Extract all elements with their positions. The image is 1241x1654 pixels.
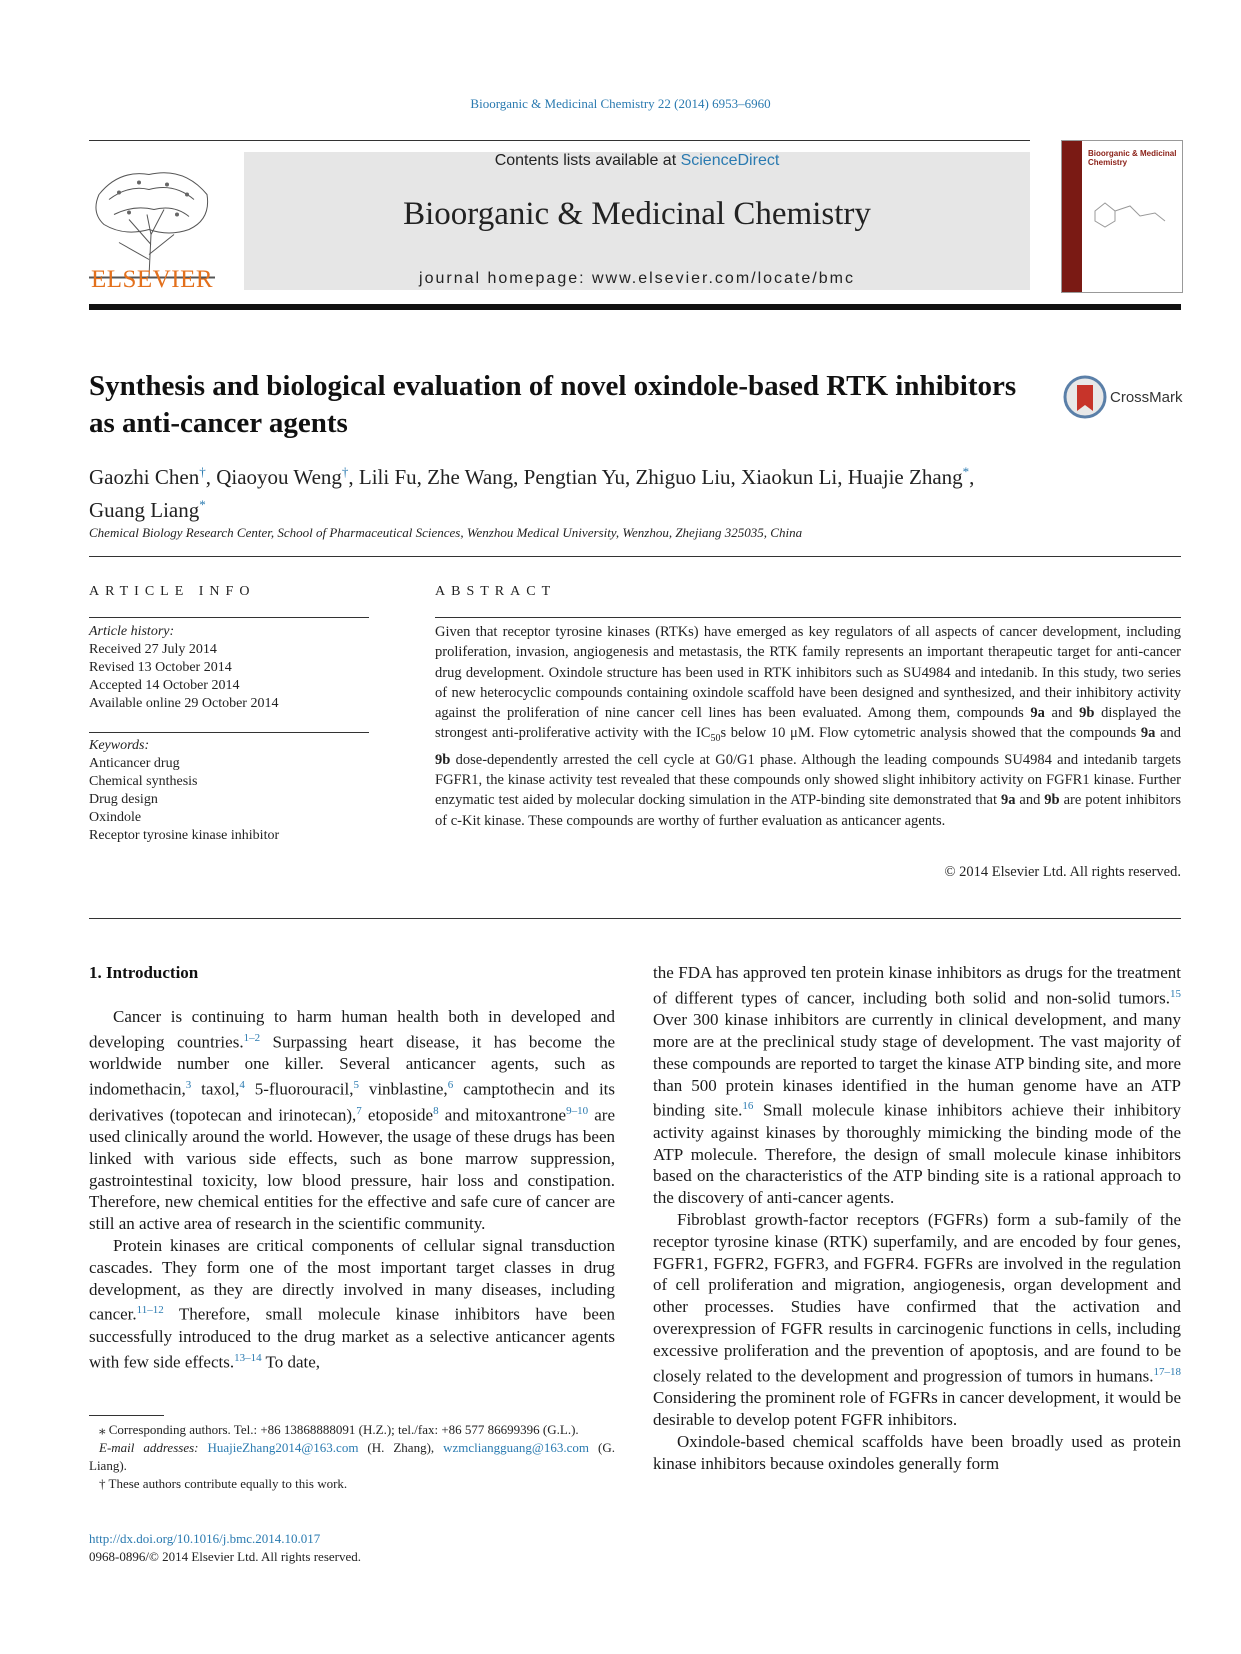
citation[interactable]: 9–10	[566, 1104, 589, 1117]
paragraph: Protein kinases are critical components of cellular signal transduction cascades. They form one of the most important target classes in drug development, as they are directly involved in many diseases, including cancer.$^{11-12}$ Therefore, small molecule kinase inhibitors have been successfully introduced to the drug market as a selective anticancer agents with few side effects.$^{13-14}$ To date,	[89, 1235, 615, 1372]
email-label: E-mail addresses:	[99, 1440, 199, 1455]
citation[interactable]: 17–18	[1153, 1365, 1181, 1378]
compound-ref: 9a	[1030, 705, 1045, 722]
author-mark[interactable]: †	[199, 464, 206, 479]
sciencedirect-link[interactable]: ScienceDirect	[680, 152, 780, 169]
citation[interactable]: 11–12	[136, 1304, 164, 1317]
divider	[89, 617, 369, 618]
keyword: Drug design	[89, 792, 158, 807]
contents-prefix: Contents lists available at	[494, 152, 681, 169]
body-column-left	[89, 1006, 615, 1373]
author-mark[interactable]: †	[341, 464, 349, 479]
article-info-heading: ARTICLE INFO	[89, 584, 256, 599]
issn-line: 0968-0896/© 2014 Elsevier Ltd. All rights reserved.	[89, 1549, 361, 1564]
compound-ref: 9b	[435, 751, 451, 768]
elsevier-wordmark: ELSEVIER	[90, 266, 214, 293]
divider	[89, 732, 369, 733]
email-link[interactable]: HuajieZhang2014@163.com	[207, 1440, 359, 1455]
abstract-text: and	[1155, 725, 1182, 742]
cover-title: Bioorganic & Medicinal Chemistry	[1088, 149, 1177, 167]
history-online: Available online 29 October 2014	[89, 696, 279, 711]
affiliation: Chemical Biology Research Center, School of Pharmaceutical Sciences, Wenzhou Medical University, Wenzhou, Zhejiang 325035, China	[89, 525, 803, 540]
abstract-text: and	[1044, 705, 1080, 722]
corresponding-authors-note: ⁎ Corresponding authors. Tel.: +86 13868888091 (H.Z.); tel./fax: +86 577 86699396 (G.L.).	[99, 1422, 579, 1437]
article-history	[89, 623, 369, 713]
divider	[89, 918, 1181, 919]
publication-info	[89, 1530, 615, 1566]
email-link[interactable]: wzmcliangguang@163.com	[443, 1440, 590, 1455]
crossmark-icon[interactable]	[1063, 375, 1107, 419]
history-revised: Revised 13 October 2014	[89, 660, 232, 675]
crossmark-label[interactable]: CrossMark	[1110, 389, 1183, 406]
author-name[interactable]: Pengtian Yu	[523, 465, 625, 489]
citation[interactable]: 6	[447, 1079, 454, 1092]
paragraph: Oxindole-based chemical scaffolds have been broadly used as protein kinase inhibitors because oxindoles generally form	[653, 1431, 1181, 1473]
cover-spine	[1062, 141, 1082, 292]
journal-homepage[interactable]: journal homepage: www.elsevier.com/locate/bmc	[419, 270, 855, 287]
citation[interactable]: 15	[1170, 987, 1181, 1000]
abstract-body	[435, 622, 1181, 831]
history-label: Article history:	[89, 624, 175, 639]
body-column-right	[653, 962, 1181, 1474]
author-name[interactable]: Zhe Wang	[427, 465, 514, 489]
compound-ref: 9a	[1140, 725, 1156, 742]
author-name[interactable]: Lili Fu	[358, 465, 417, 489]
author-list: Gaozhi Chen†, Qiaoyou Weng†, Lili Fu, Zhe Wang, Pengtian Yu, Zhiguo Liu, Xiaokun Li, Huajie Zhang*, Guang Liang*	[89, 464, 975, 522]
abstract-copyright: © 2014 Elsevier Ltd. All rights reserved.	[944, 864, 1181, 880]
keyword: Anticancer drug	[89, 756, 180, 771]
author-name[interactable]: Gaozhi Chen	[89, 465, 200, 489]
author-mark[interactable]: *	[199, 497, 206, 512]
author-mark[interactable]: *	[962, 464, 970, 479]
compound-ref: 9b	[1044, 792, 1060, 809]
email-owner: (G. Liang).	[89, 1440, 615, 1473]
abstract-text: s below 10 μM. Flow cytometric analysis showed that the compounds	[720, 725, 1141, 742]
header-rule	[89, 140, 1030, 141]
author-name[interactable]: Qiaoyou Weng	[216, 465, 342, 489]
header-thick-rule	[89, 304, 1181, 310]
divider	[435, 617, 1181, 618]
journal-title: Bioorganic & Medicinal Chemistry	[403, 196, 871, 232]
keyword: Chemical synthesis	[89, 774, 198, 789]
keywords-label: Keywords:	[89, 738, 150, 753]
history-accepted: Accepted 14 October 2014	[89, 678, 240, 693]
author-name[interactable]: Guang Liang	[89, 498, 200, 522]
citation[interactable]: 4	[239, 1079, 245, 1092]
author-name[interactable]: Xiaokun Li	[741, 465, 838, 489]
keywords	[89, 737, 369, 845]
contents-line	[244, 152, 1030, 170]
citation[interactable]: 13–14	[234, 1351, 262, 1364]
paragraph: Fibroblast growth-factor receptors (FGFRs) form a sub-family of the receptor tyrosine kinase (RTK) superfamily, and are encoded by four genes, FGFR1, FGFR2, FGFR3, and FGFR4. FGFRs are involved in the regulation of cell proliferation and migration, angiogenesis, organ development and other processes. Studies have confirmed that the activation and overexpression of FGFR results in carcinogenic functions in cells, including excessive proliferation and the prevention of apoptosis, and are found to be closely related to the development and progression of tumors in humans.$^{17-18}$ Considering the prominent role of FGFRs in cancer development, it would be desirable to develop potent FGFR inhibitors.	[653, 1210, 1181, 1429]
paragraph: Cancer is continuing to harm human health both in developed and developing countries.$^{1-2}$ Surpassing heart disease, it has become the worldwide number one killer. Several anticancer agents, such as indomethacin,$^3$ taxol,$^4$ 5-fluorouracil,$^5$ vinblastine,$^6$ camptothecin and its derivatives (topotecan and irinotecan),$^7$ etoposide$^8$ and mitoxantrone$^{9-10}$ are used clinically around the world. However, the usage of these drugs has been linked with various side effects, such as bone marrow suppression, gastrointestinal toxicity, low blood pressure, hair loss and constipation. Therefore, new chemical entities for the effective and safe cure of cancer are still an active area of research in the scientific community.	[89, 1007, 616, 1234]
citation[interactable]: 8	[433, 1104, 439, 1117]
section-heading-introduction: 1. Introduction	[89, 963, 199, 982]
email-owner: (H. Zhang),	[358, 1440, 444, 1455]
footnotes	[89, 1421, 615, 1493]
abstract-heading: ABSTRACT	[435, 584, 557, 599]
compound-ref: 9a	[1000, 792, 1016, 809]
equal-contribution-note: † These authors contribute equally to this work.	[99, 1476, 348, 1491]
keyword: Oxindole	[89, 810, 142, 825]
subscript: 50	[710, 733, 721, 745]
email-note	[89, 1439, 615, 1475]
footnote-rule	[89, 1415, 164, 1416]
citation[interactable]: 3	[185, 1079, 192, 1092]
citation[interactable]: 1–2	[243, 1031, 261, 1044]
abstract-text: are potent inhibitors of c-Kit kinase. These compounds are worthy of further evaluation as anticancer agents.	[435, 792, 1181, 829]
keyword: Receptor tyrosine kinase inhibitor	[89, 828, 280, 843]
citation[interactable]: 7	[356, 1104, 362, 1117]
citation[interactable]: 5	[353, 1079, 359, 1092]
abstract-text: displayed the strongest anti-proliferative activity with the IC	[435, 705, 1181, 742]
journal-cover-thumbnail[interactable]	[1061, 140, 1183, 293]
divider	[89, 556, 1181, 557]
abstract-text: dose-dependently arrested the cell cycle at G0/G1 phase. Although the leading compounds SU4984 and intedanib targets FGFR1, the kinase activity test revealed that these compounds only showed slight inhibitory activity on FGFR1 kinase. Further enzymatic test aided by molecular docking simulation in the ATP-binding site demonstrated that	[435, 751, 1181, 809]
doi-link[interactable]: http://dx.doi.org/10.1016/j.bmc.2014.10.017	[89, 1531, 321, 1546]
history-received: Received 27 July 2014	[89, 642, 217, 657]
author-name[interactable]: Huajie Zhang	[847, 465, 963, 489]
citation[interactable]: 16	[742, 1100, 754, 1113]
abstract-text: and	[1015, 792, 1045, 809]
journal-reference[interactable]: Bioorganic & Medicinal Chemistry 22 (2014) 6953–6960	[470, 96, 771, 111]
paper-title: Synthesis and biological evaluation of novel oxindole-based RTK inhibitors as anti-cancer agents	[89, 370, 1017, 439]
author-name[interactable]: Zhiguo Liu	[635, 465, 731, 489]
cover-molecule-graphic	[1090, 191, 1175, 231]
paragraph: the FDA has approved ten protein kinase inhibitors as drugs for the treatment of different types of cancer, including both solid and non-solid tumors.$^{15}$ Over 300 kinase inhibitors are currently in clinical development, and many more are at the preclinical study stage of development. The vast majority of these compounds are reported to target the kinase ATP binding site, and more than 500 protein kinases identified in the human genome have an ATP binding site.$^{16}$ Small molecule kinase inhibitors achieve their inhibitory activity against kinases by thoroughly mimicking the binding mode of the ATP molecule. Therefore, the design of small molecule kinase inhibitors based on the characteristics of the ATP binding site is a rational approach to the discovery of anti-cancer agents.	[653, 963, 1181, 1208]
compound-ref: 9b	[1079, 705, 1095, 722]
abstract-text: Given that receptor tyrosine kinases (RTKs) have emerged as key regulators of all aspects of cancer development, including proliferation, invasion, angiogenesis and metastasis, the RTK family represents an important therapeutic target for anti-cancer drug development. Oxindole structure has been used in RTK inhibitors such as SU4984 and intedanib. In this study, two series of new heterocyclic compounds containing oxindole scaffold have been designed and synthesized, and their inhibitory activity against the proliferation of nine cancer cell lines has been evaluated. Among them, compounds	[435, 624, 1181, 722]
